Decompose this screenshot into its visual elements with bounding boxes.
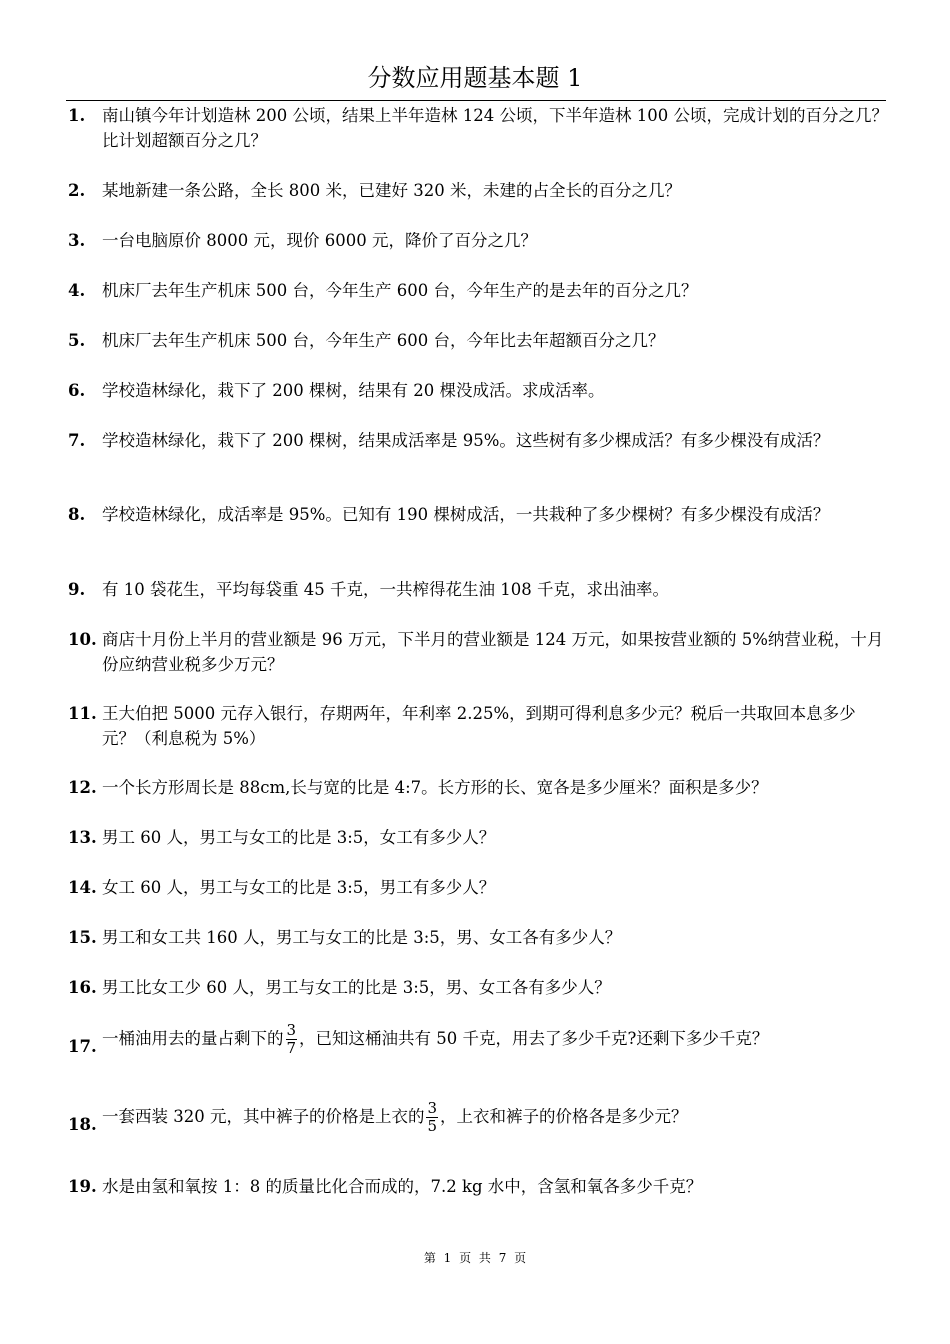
question-text: 某地新建一条公路，全长 800 米，已建好 320 米，未建的占全长的百分之几？ [102,181,681,200]
question-text: 男工和女工共 160 人，男工与女工的比是 3:5，男、女工各有多少人？ [102,928,622,947]
question-item [68,825,888,850]
question-text: 南山镇今年计划造林 200 公顷，结果上半年造林 124 公顷，下半年造林 100 公顷，完成计划的百分之几？比计划超额百分之几？ [102,106,888,150]
question-number: 11. [68,704,97,723]
question-item [68,378,888,403]
question-number: 7. [68,431,86,450]
page-footer: 第 1 页 共 7 页 [423,1251,527,1265]
question-number: 6. [68,381,86,400]
question-number: 1. [68,106,86,125]
question-text: 学校造林绿化，栽下了 200 棵树，结果成活率是 95%。这些树有多少棵成活？有多少棵没有成活？ [102,431,830,450]
question-item [68,1100,888,1135]
question-number: 14. [68,878,97,897]
question-item [68,775,888,800]
question-text: 一台电脑原价 8000 元，现价 6000 元，降价了百分之几？ [102,231,537,250]
question-item [68,975,888,1000]
question-number: 10. [68,630,97,649]
question-number: 5. [68,331,86,350]
question-item [68,103,888,153]
fraction [286,1022,298,1057]
question-text: 一个长方形周长是 88cm,长与宽的比是 4:7。长方形的长、宽各是多少厘米？面积是多少？ [102,778,768,797]
question-text-after: ，上衣和裤子的价格各是多少元？ [440,1107,688,1126]
question-text: 王大伯把 5000 元存入银行，存期两年，年利率 2.25%，到期可得利息多少元？税后一共取回本息多少元？（利息税为 5%） [102,704,856,748]
question-number: 12. [68,778,97,797]
question-text: 男工 60 人，男工与女工的比是 3:5，女工有多少人？ [102,828,496,847]
question-item [68,925,888,950]
question-text-before: 一套西装 320 元，其中裤子的价格是上衣的 [102,1107,425,1126]
question-text: 水是由氢和氧按 1：8 的质量比化合而成的，7.2 kg 水中，含氢和氧各多少千克？ [102,1177,703,1196]
question-text: 机床厂去年生产机床 500 台，今年生产 600 台，今年比去年超额百分之几？ [102,331,665,350]
question-item [68,1174,888,1199]
question-item [68,178,888,203]
question-item [68,577,888,602]
question-text: 学校造林绿化，栽下了 200 棵树，结果有 20 棵没成活。求成活率。 [102,381,605,400]
question-number: 17. [68,1037,97,1056]
question-item [68,278,888,303]
question-item [68,701,888,751]
question-number: 18. [68,1115,97,1134]
question-item [68,502,888,527]
question-text-after: ，已知这桶油共有 50 千克，用去了多少千克?还剩下多少千克？ [299,1029,769,1048]
question-text: 学校造林绿化，成活率是 95%。已知有 190 棵树成活，一共栽种了多少棵树？有多少棵没有成活？ [102,505,830,524]
fraction-numerator: 3 [427,1099,438,1117]
fraction-numerator: 3 [286,1021,297,1039]
question-number: 2. [68,181,86,200]
question-item [68,228,888,253]
question-number: 16. [68,978,97,997]
question-text-before: 一桶油用去的量占剩下的 [102,1029,284,1048]
question-text: 商店十月份上半月的营业额是 96 万元，下半月的营业额是 124 万元，如果按营业额的 5%纳营业税，十月份应纳营业税多少万元？ [102,630,884,674]
page-title: 分数应用题基本题 1 [367,64,583,92]
question-item [68,1022,888,1057]
question-item [68,428,888,453]
question-text: 机床厂去年生产机床 500 台，今年生产 600 台，今年生产的是去年的百分之几？ [102,281,698,300]
fraction [426,1100,438,1135]
question-number: 19. [68,1177,97,1196]
question-number: 3. [68,231,86,250]
question-text: 女工 60 人，男工与女工的比是 3:5，男工有多少人？ [102,878,496,897]
question-number: 15. [68,928,97,947]
fraction-denominator: 7 [286,1039,297,1057]
question-text [102,1022,888,1057]
question-text: 男工比女工少 60 人，男工与女工的比是 3:5，男、女工各有多少人？ [102,978,611,997]
question-text: 有 10 袋花生，平均每袋重 45 千克，一共榨得花生油 108 千克，求出油率。 [102,580,669,599]
question-item [68,328,888,353]
question-number: 9. [68,580,86,599]
question-number: 8. [68,505,86,524]
question-number: 13. [68,828,97,847]
fraction-denominator: 5 [427,1117,438,1135]
question-item [68,875,888,900]
question-text [102,1100,888,1135]
title-underline [66,100,886,101]
question-number: 4. [68,281,86,300]
question-item [68,627,888,677]
